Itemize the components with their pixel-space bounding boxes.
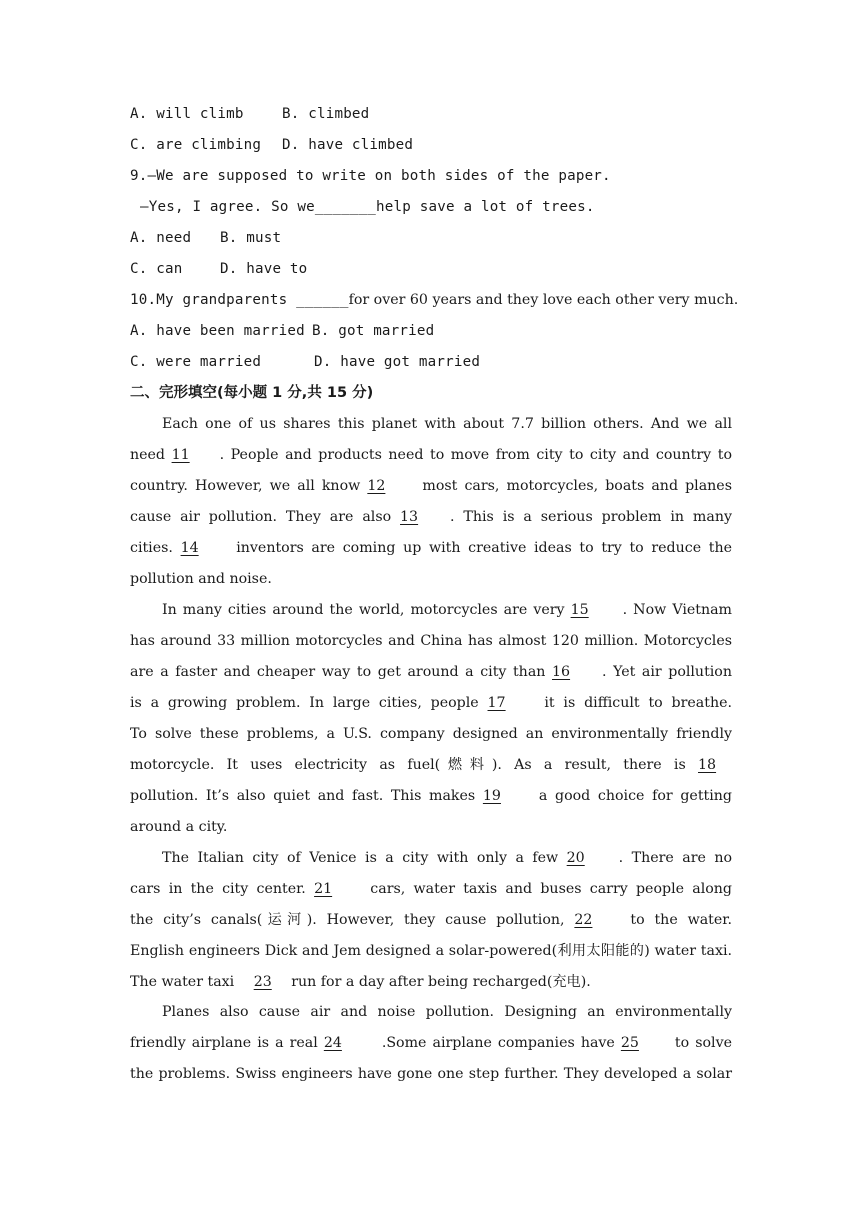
passage-line [130, 538, 732, 558]
passage-text: are a faster and cheaper way to get around a city than [130, 664, 552, 680]
option-a: A. need [130, 230, 192, 246]
passage-line [130, 445, 732, 465]
section-title: 二、完形填空(每小题 1 分,共 15 分) [130, 385, 374, 401]
passage-text: pollution. It’s also quiet and fast. This makes [130, 788, 483, 804]
passage-text: . Yet air pollution [602, 664, 732, 680]
cloze-blank-24: 24 [323, 1035, 342, 1051]
option-c: C. can [130, 261, 183, 277]
cloze-blank-23: 23 [253, 974, 272, 990]
cloze-blank-21: 21 [314, 881, 333, 897]
option-b: B. climbed [282, 106, 370, 122]
passage-text: motorcycle. It uses electricity as fuel(燃料). As a result, there is [130, 757, 698, 773]
question-text: —We are supposed to write on both sides of the paper. [147, 168, 611, 184]
passage-line [130, 786, 732, 806]
passage-text: to the water. [630, 912, 732, 928]
passage-text: cars in the city center. [130, 881, 315, 897]
question-text-end: for over 60 years and they love each other very much. [348, 292, 739, 308]
question-9-options-row-1 [130, 228, 732, 248]
passage-line: around a city. [130, 819, 228, 835]
answer-blank: ______ [296, 292, 349, 308]
passage-text: .Some airplane companies have [381, 1035, 621, 1051]
cloze-blank-13: 13 [400, 509, 419, 525]
option-b: B. must [220, 230, 282, 246]
cloze-blank-11: 11 [171, 447, 190, 463]
cloze-blank-12: 12 [367, 478, 386, 494]
passage-text: inventors are coming up with creative ideas to try to reduce the [228, 540, 733, 556]
passage-text: The Italian city of Venice is a city with only a few [162, 850, 567, 866]
passage-line [130, 476, 732, 496]
passage-line [130, 879, 732, 899]
passage-text: is a growing problem. In large cities, people [130, 695, 488, 711]
option-d: D. have climbed [282, 137, 414, 153]
passage-text: . There are no [618, 850, 733, 866]
cloze-blank-19: 19 [482, 788, 501, 804]
cloze-blank-25: 25 [620, 1035, 639, 1051]
question-8-options-row-1 [130, 104, 732, 124]
question-10-stem [130, 290, 739, 310]
passage-text: . People and products need to move from city to city and country to [219, 447, 732, 463]
option-a: A. will climb [130, 106, 244, 122]
passage-text: cars, water taxis and buses carry people along [362, 881, 732, 897]
question-text: My grandparents [156, 292, 297, 308]
passage-line: has around 33 million motorcycles and China has almost 120 million. Motorcycles [130, 633, 732, 649]
passage-text: the city’s canals(运河). However, they cause pollution, [130, 912, 575, 928]
passage-text: most cars, motorcycles, boats and planes [415, 478, 732, 494]
answer-blank: _______ [314, 199, 377, 215]
passage-line [130, 755, 732, 775]
passage-line [162, 600, 732, 620]
passage-text: . This is a serious problem in many [450, 509, 732, 525]
cloze-blank-15: 15 [570, 602, 589, 618]
passage-line [130, 972, 732, 992]
passage-line: pollution and noise. [130, 571, 272, 587]
cloze-blank-16: 16 [552, 664, 571, 680]
option-d: D. have got married [314, 354, 481, 370]
option-c: C. were married [130, 354, 262, 370]
passage-text: run for a day after being recharged(充电). [286, 974, 591, 990]
question-10-options-row-2 [130, 352, 732, 372]
passage-text: friendly airplane is a real [130, 1035, 324, 1051]
reply-text: —Yes, I agree. So we [140, 199, 315, 215]
passage-line: Planes also cause air and noise pollution. Designing an environmentally [162, 1004, 732, 1020]
cloze-blank-18: 18 [698, 757, 717, 773]
question-9-options-row-2 [130, 259, 732, 279]
passage-line [130, 507, 732, 527]
passage-text: cause air pollution. They are also [130, 509, 401, 525]
passage-text: to solve [668, 1035, 732, 1051]
option-b: B. got married [312, 323, 435, 339]
question-9-reply [140, 197, 742, 217]
passage-line: Each one of us shares this planet with about 7.7 billion others. And we all [162, 416, 732, 432]
question-number: 9. [130, 168, 148, 184]
passage-text: . Now Vietnam [622, 602, 732, 618]
passage-line [130, 693, 732, 713]
reply-text-end: help save a lot of trees. [376, 199, 595, 215]
passage-text: cities. [130, 540, 181, 556]
option-c: C. are climbing [130, 137, 262, 153]
passage-text: need [130, 447, 172, 463]
passage-line: To solve these problems, a U.S. company designed an environmentally friendly [130, 726, 732, 742]
passage-line [130, 662, 732, 682]
question-8-options-row-2 [130, 135, 732, 155]
question-9-stem [130, 166, 732, 186]
cloze-blank-14: 14 [180, 540, 199, 556]
passage-text: In many cities around the world, motorcycles are very [162, 602, 571, 618]
question-number: 10. [130, 292, 157, 308]
cloze-blank-20: 20 [566, 850, 585, 866]
question-10-options-row-1 [130, 321, 732, 341]
passage-line [130, 910, 732, 930]
cloze-blank-17: 17 [487, 695, 506, 711]
passage-line: the problems. Swiss engineers have gone one step further. They developed a solar [130, 1066, 732, 1082]
passage-line [162, 848, 732, 868]
passage-line [130, 1033, 732, 1053]
option-d: D. have to [220, 261, 308, 277]
cloze-blank-22: 22 [574, 912, 593, 928]
option-a: A. have been married [130, 323, 305, 339]
passage-text: it is difficult to breathe. [535, 695, 732, 711]
passage-text: country. However, we all know [130, 478, 368, 494]
passage-text: a good choice for getting [538, 788, 732, 804]
passage-line: English engineers Dick and Jem designed a solar-powered(利用太阳能的) water taxi. [130, 943, 732, 959]
passage-text: The water taxi [130, 974, 239, 990]
